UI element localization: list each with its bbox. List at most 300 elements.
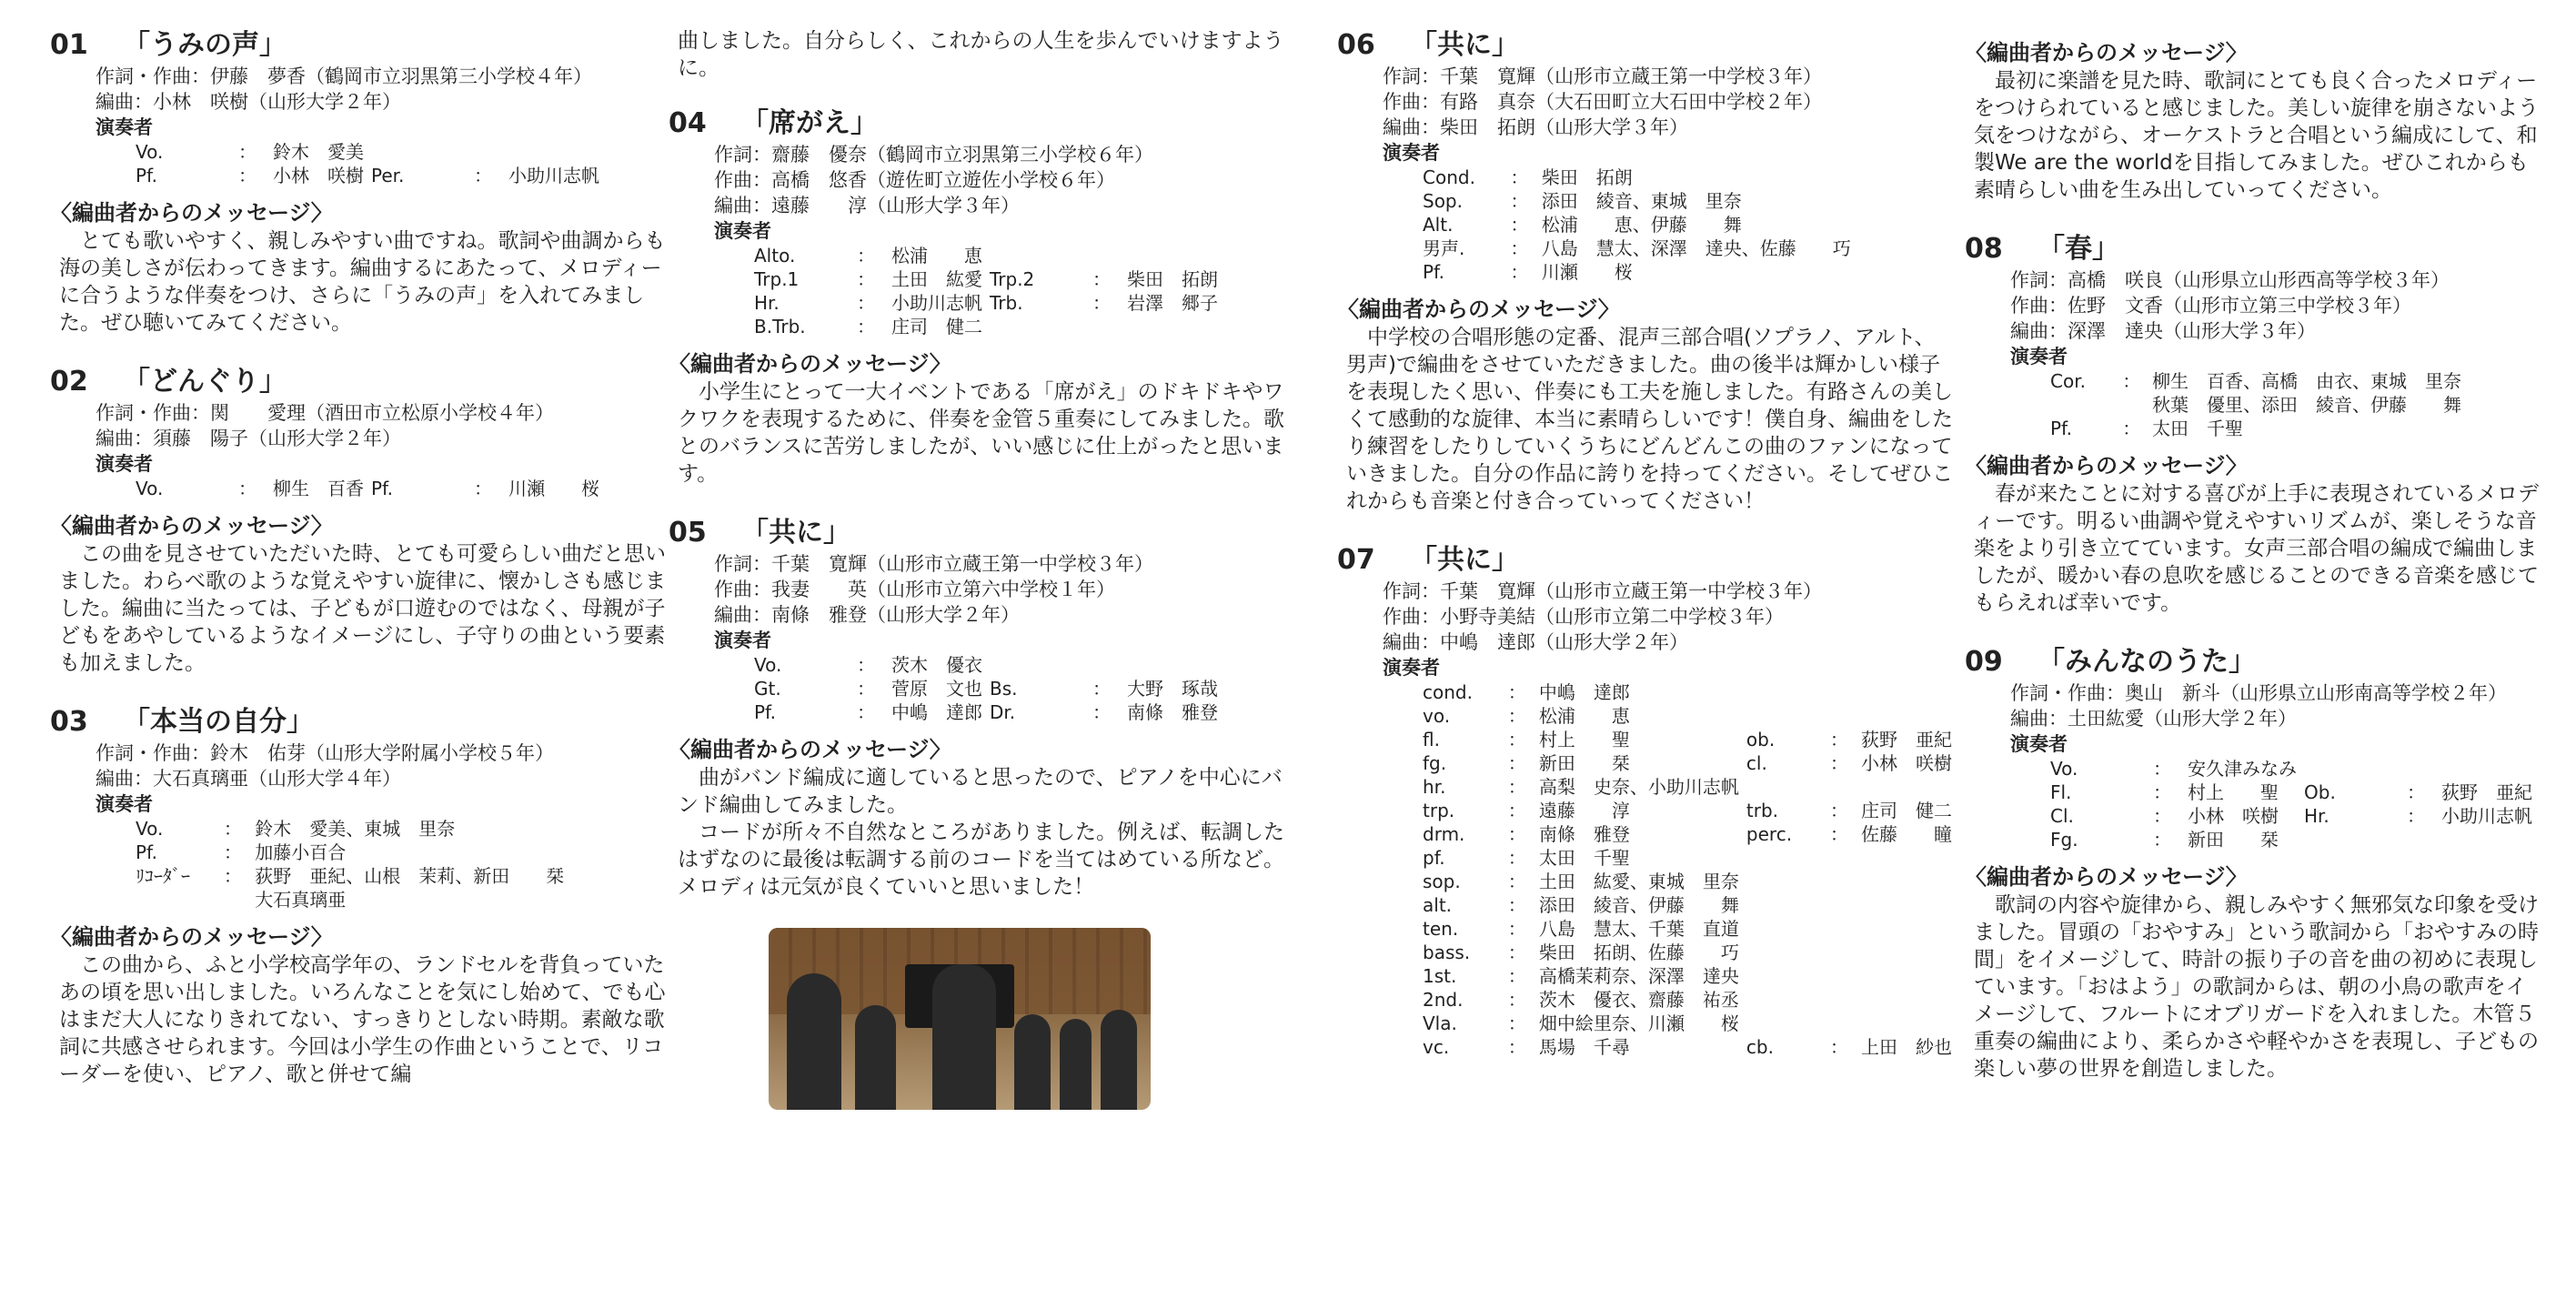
performer-cell: ：	[1092, 701, 1111, 723]
performer-cell: ：	[857, 654, 875, 676]
performer-cell: ﾘｺｰﾀﾞｰ	[136, 865, 190, 887]
performer-cell: ：	[857, 678, 875, 700]
performer-cell: 茨木 優衣、齋藤 祐丞	[1538, 989, 1739, 1011]
message-heading: 〈編曲者からのメッセージ〉	[50, 513, 333, 539]
song-04	[669, 106, 1287, 488]
song-title: 「共に」	[1410, 29, 1519, 61]
song-number: 09	[1965, 646, 2003, 678]
performer-cell	[1857, 846, 1956, 870]
performer-cell: Ob.	[2304, 781, 2336, 803]
performer-row	[2047, 780, 2536, 804]
performer-row	[1419, 917, 1956, 941]
performer-cell: 松浦 恵	[1538, 705, 1630, 727]
performer-cell: perc.	[1746, 823, 1793, 845]
performer-cell: fg.	[1423, 752, 1447, 774]
message-heading: 〈編曲者からのメッセージ〉	[1965, 40, 2248, 65]
song-07-message	[1965, 38, 2547, 204]
performer-cell	[1857, 870, 1956, 893]
song-heading	[1337, 542, 1956, 579]
message-text: コードが所々不自然なところがありました。例えば、転調したはずなのに最後は転調する前のコードを当てはめている所など。メロディは元気が良くていいと思いました！	[678, 821, 1284, 899]
credit-line: 作曲：佐野 文香（山形市立第三中学校３年）	[2010, 295, 2411, 317]
performer-cell: Vo.	[754, 654, 782, 676]
credit-line: 編曲：土田紘愛（山形大学２年）	[2010, 708, 2297, 730]
performer-cell: ：	[2153, 829, 2171, 851]
performer-cell: 庄司 健二	[891, 316, 982, 337]
performer-cell: ：	[1829, 800, 1848, 821]
performer-cell: 菅原 文也	[891, 678, 982, 700]
performer-cell	[1855, 260, 1917, 284]
performer-row	[1419, 846, 1956, 870]
message-heading: 〈編曲者からのメッセージ〉	[669, 351, 951, 377]
performers-table	[2047, 757, 2536, 851]
performers-heading: 演奏者	[2010, 733, 2068, 755]
performer-cell: Pf.	[136, 841, 158, 863]
credit-line: 編曲：深澤 達央（山形大学３年）	[2010, 320, 2316, 342]
performer-cell: ：	[223, 841, 242, 863]
song-07	[1337, 542, 1956, 1059]
credit-line: 作曲：高橋 悠香（遊佐町立遊佐小学校６年）	[714, 169, 1115, 191]
song-02	[50, 364, 669, 677]
performer-cell	[2465, 417, 2514, 440]
performer-cell: ：	[2122, 370, 2141, 392]
performer-cell	[1123, 244, 1222, 267]
performer-cell	[1080, 315, 1123, 338]
performer-cell	[1821, 893, 1857, 917]
performer-cell	[2394, 757, 2438, 780]
performers-heading: 演奏者	[96, 116, 153, 138]
performer-cell	[661, 817, 669, 841]
performer-cell	[1743, 775, 1821, 799]
performer-cell	[630, 864, 661, 888]
performer-cell	[568, 888, 630, 911]
performer-cell: 高橋茉莉奈、深澤 達央	[1538, 965, 1739, 987]
performer-cell: 八島 慧太、深澤 達央、佐藤 巧	[1541, 237, 1851, 259]
performer-cell	[1917, 213, 1948, 237]
performer-cell	[1743, 988, 1821, 1012]
performer-row	[132, 140, 603, 164]
performer-row	[132, 841, 669, 864]
performer-cell: ：	[223, 865, 242, 887]
performer-cell	[1821, 988, 1857, 1012]
performer-cell: ：	[1507, 894, 1526, 916]
song-01	[50, 27, 669, 337]
song-title: 「みんなのうた」	[2038, 646, 2256, 678]
performer-cell: ：	[1092, 678, 1111, 700]
performer-cell: Vo.	[136, 141, 164, 163]
song-heading	[669, 106, 1287, 142]
message-text: 曲がバンド編成に適していると思ったので、ピアノを中心にバンド編曲してみました。	[678, 766, 1283, 817]
performer-cell: 柴田 拓朗	[1541, 166, 1633, 188]
performer-cell	[1948, 189, 1956, 213]
performer-cell	[986, 653, 1080, 677]
performer-row	[2047, 757, 2536, 780]
performer-cell	[2438, 757, 2536, 780]
song-number: 03	[50, 706, 88, 738]
performer-cell: ：	[1507, 823, 1526, 845]
performers-table	[132, 140, 603, 187]
performer-cell	[214, 888, 251, 911]
song-title: 「どんぐり」	[123, 366, 287, 398]
performer-cell: 太田 千聖	[1538, 847, 1630, 869]
song-heading	[1965, 644, 2547, 680]
song-title: 「うみの声」	[123, 29, 287, 61]
performer-cell: 上田 紗也	[1861, 1036, 1952, 1058]
performer-row	[132, 164, 603, 187]
performer-cell: cond.	[1423, 681, 1473, 703]
performer-cell	[2300, 757, 2394, 780]
performer-cell: 柴田 拓朗、佐藤 巧	[1538, 942, 1739, 963]
performer-cell: ：	[1510, 166, 1529, 188]
performer-cell: ：	[1092, 268, 1111, 290]
performer-cell: pf.	[1423, 847, 1445, 869]
credit-line: 編曲：南條 雅登（山形大学２年）	[714, 604, 1020, 626]
performers-table	[750, 244, 1222, 338]
credit-line: 作詞・作曲：奥山 新斗（山形県立山形南高等学校２年）	[2010, 682, 2507, 704]
performer-cell: 佐藤 瞳	[1861, 823, 1952, 845]
performer-cell	[1743, 917, 1821, 941]
performer-cell	[1821, 846, 1857, 870]
song-03	[50, 704, 669, 1088]
performer-cell: 2nd.	[1423, 989, 1464, 1011]
performer-cell: ：	[1507, 847, 1526, 869]
performer-cell	[1917, 237, 1948, 260]
performer-row	[1419, 1035, 1956, 1059]
performer-row	[1419, 680, 1956, 704]
performer-row	[1419, 964, 1956, 988]
performer-cell: 男声.	[1423, 237, 1465, 259]
performer-cell: 安久津みなみ	[2188, 758, 2297, 780]
performer-row	[132, 817, 669, 841]
song-08	[1965, 231, 2547, 617]
message-heading: 〈編曲者からのメッセージ〉	[669, 737, 951, 762]
performer-cell	[1123, 315, 1222, 338]
performer-cell: 遠藤 淳	[1538, 800, 1630, 821]
performer-cell: 荻野 亜紀	[1861, 729, 1952, 750]
performers-table	[750, 653, 1222, 724]
song-number: 07	[1337, 544, 1375, 576]
performer-cell: Pf.	[1423, 261, 1445, 283]
performer-cell	[1743, 704, 1821, 728]
performer-row	[2047, 393, 2547, 417]
performer-cell: 村上 聖	[1538, 729, 1630, 750]
performer-cell	[986, 315, 1080, 338]
credit-line: 作曲：小野寺美結（山形市立第二中学校３年）	[1383, 606, 1784, 628]
performer-cell: ：	[1507, 1036, 1526, 1058]
performer-cell: 小助川志帆	[891, 292, 982, 314]
performer-cell	[2540, 393, 2547, 417]
performer-cell: 小助川志帆	[508, 165, 599, 186]
performers-heading: 演奏者	[96, 453, 153, 475]
performer-cell: 柳生 百香	[273, 478, 364, 499]
credit-line: 作詞・作曲：鈴木 佑芽（山形大学附属小学校５年）	[96, 742, 554, 764]
credit-line: 編曲：遠藤 淳（山形大学３年）	[714, 195, 1020, 217]
performer-cell: trp.	[1423, 800, 1455, 821]
performer-cell: ob.	[1746, 729, 1776, 750]
performer-cell	[1821, 704, 1857, 728]
performer-row	[750, 700, 1222, 724]
song-heading	[1337, 27, 1956, 64]
performer-row	[132, 888, 669, 911]
performer-cell	[568, 817, 630, 841]
performer-row	[1419, 1012, 1956, 1035]
performer-cell	[568, 864, 630, 888]
performer-cell: alt.	[1423, 894, 1453, 916]
performer-cell: sop.	[1423, 871, 1461, 892]
credit-line: 作詞：千葉 寛輝（山形市立蔵王第一中学校３年）	[1383, 580, 1822, 602]
song-number: 05	[669, 517, 707, 549]
performer-cell: ：	[1507, 918, 1526, 940]
credit-line: 編曲：大石真璃亜（山形大学４年）	[96, 768, 401, 790]
performer-cell: 村上 聖	[2188, 781, 2279, 803]
performer-row	[1419, 941, 1956, 964]
performer-cell: Sop.	[1423, 190, 1463, 212]
performer-cell: ：	[1507, 871, 1526, 892]
performer-cell: trb.	[1746, 800, 1779, 821]
performer-cell: ：	[1829, 1036, 1848, 1058]
performer-cell: 八島 慧太、千葉 直道	[1538, 918, 1739, 940]
message-heading: 〈編曲者からのメッセージ〉	[1337, 297, 1620, 322]
performer-cell: 大石真璃亜	[255, 889, 347, 911]
song-number: 02	[50, 366, 88, 398]
performer-row	[1419, 728, 1956, 751]
performer-cell: 加藤小百合	[255, 841, 347, 863]
performer-cell: Vla.	[1423, 1012, 1457, 1034]
credit-line: 編曲：中嶋 達郎（山形大学２年）	[1383, 631, 1688, 653]
performer-cell: ：	[238, 478, 257, 499]
performer-cell	[1855, 189, 1917, 213]
performer-cell	[2514, 393, 2540, 417]
song-heading	[669, 515, 1287, 551]
performer-cell: ：	[1507, 729, 1526, 750]
performer-row	[1419, 704, 1956, 728]
performer-cell: 畑中絵里奈、川瀬 桜	[1538, 1012, 1739, 1034]
performer-cell: Pf.	[136, 165, 158, 186]
performer-row	[132, 477, 603, 500]
performer-cell	[1948, 213, 1956, 237]
performer-cell: Hr.	[2304, 805, 2329, 827]
performer-cell: 南條 雅登	[1538, 823, 1630, 845]
performer-row	[1419, 822, 1956, 846]
performer-cell	[505, 140, 603, 164]
performer-cell	[661, 841, 669, 864]
performer-cell: ：	[238, 165, 257, 186]
performer-cell: ：	[1507, 681, 1526, 703]
performer-cell: ：	[857, 701, 875, 723]
message-text: この曲を見させていただいた時、とても可愛らしい曲だと思いました。わらべ歌のような覚えやすい旋律に、懐かしさも感じました。編曲に当たっては、子どもが口遊むのではなく、母親が子どもをあやしているようなイメージにし、子守りの曲という要素も加えました。	[59, 542, 666, 675]
performer-cell: 庄司 健二	[1861, 800, 1952, 821]
performer-cell: 小林 咲樹	[273, 165, 364, 186]
performer-cell	[1743, 680, 1821, 704]
performer-cell: B.Trb.	[754, 316, 806, 337]
performer-row	[1419, 870, 1956, 893]
performer-cell: ：	[1829, 823, 1848, 845]
performer-row	[750, 677, 1222, 700]
performer-row	[1419, 237, 1956, 260]
performer-cell	[132, 888, 214, 911]
performer-cell: 大野 琢哉	[1127, 678, 1218, 700]
performer-row	[1419, 799, 1956, 822]
performer-cell: 新田 栞	[1538, 752, 1630, 774]
performer-row	[1419, 213, 1956, 237]
performer-cell	[2465, 369, 2514, 393]
performers-table	[132, 817, 669, 911]
performer-row	[1419, 775, 1956, 799]
message-heading: 〈編曲者からのメッセージ〉	[50, 200, 333, 226]
performers-heading: 演奏者	[2010, 346, 2068, 368]
song-heading	[50, 364, 669, 400]
performer-cell: 川瀬 桜	[508, 478, 599, 499]
performer-cell: 秋葉 優里、添田 綾音、伊藤 舞	[2152, 394, 2462, 416]
performer-cell: Dr.	[990, 701, 1016, 723]
performer-row	[750, 291, 1222, 315]
performer-cell	[1857, 775, 1956, 799]
performer-cell: ：	[1507, 942, 1526, 963]
performer-cell: Alto.	[754, 245, 796, 267]
performer-cell: 川瀬 桜	[1541, 261, 1633, 283]
performer-cell: ：	[1507, 965, 1526, 987]
performer-cell: ：	[1510, 237, 1529, 259]
performer-cell: 1st.	[1423, 965, 1457, 987]
performer-cell	[661, 864, 669, 888]
message-heading: 〈編曲者からのメッセージ〉	[1965, 453, 2248, 478]
performer-cell: ：	[474, 478, 492, 499]
performer-cell	[1821, 964, 1857, 988]
performer-cell	[367, 140, 461, 164]
performer-cell	[1855, 237, 1917, 260]
performer-cell: ：	[857, 292, 875, 314]
performer-cell: Fg.	[2050, 829, 2078, 851]
song-09	[1965, 644, 2547, 1083]
performer-cell	[2540, 369, 2547, 393]
message-text: この曲から、ふと小学校高学年の、ランドセルを背負っていたあの頃を思い出しました。いろんなことを気にし始めて、でも心はまだ大人になりきれてない、すっきりとしない時期。素敵な歌詞に共感させられます。今回は小学生の作曲ということで、リコーダーを使い、ピアノ、歌と併せて編	[59, 953, 666, 1086]
performer-cell	[661, 888, 669, 911]
performer-cell: Pf.	[2050, 418, 2073, 439]
performer-cell: 小林 咲樹	[2188, 805, 2279, 827]
performer-cell: ：	[1510, 214, 1529, 236]
performer-cell: ：	[857, 268, 875, 290]
performer-cell: Hr.	[754, 292, 780, 314]
performer-row	[2047, 369, 2547, 393]
performers-heading: 演奏者	[96, 793, 153, 815]
performer-cell	[2540, 417, 2547, 440]
performers-table	[1419, 166, 1956, 284]
song-number: 08	[1965, 233, 2003, 265]
performer-cell	[1857, 917, 1956, 941]
performer-cell: ：	[1829, 729, 1848, 750]
performer-cell	[630, 817, 661, 841]
performer-cell: Cond.	[1423, 166, 1475, 188]
performer-cell: 鈴木 愛美	[273, 141, 364, 163]
performer-cell: ten.	[1423, 918, 1459, 940]
performer-cell: Cor.	[2050, 370, 2086, 392]
song-05	[669, 515, 1287, 901]
performer-row	[2047, 417, 2547, 440]
performer-cell: fl.	[1423, 729, 1440, 750]
performer-cell: Vo.	[2050, 758, 2078, 780]
performers-heading: 演奏者	[714, 629, 771, 651]
performer-cell	[2514, 417, 2540, 440]
performer-row	[750, 267, 1222, 291]
performer-cell	[1857, 704, 1956, 728]
performer-cell	[1917, 189, 1948, 213]
performer-cell	[1855, 166, 1917, 189]
performer-cell: ：	[2407, 805, 2425, 827]
song-number: 06	[1337, 29, 1375, 61]
performer-cell: 太田 千聖	[2152, 418, 2244, 439]
performer-cell	[1080, 653, 1123, 677]
performer-cell: 鈴木 愛美、東城 里奈	[255, 818, 456, 840]
message-text: 中学校の合唱形態の定番、混声三部合唱(ソプラノ、アルト、男声)で編曲をさせていただきました。曲の後半は輝かしい様子を表現したく思い、伴奏にも工夫を施しました。有路さんの美しくて感動的な旋律、本当に素晴らしいです！僕自身、編曲をしたり練習をしたりしていくうちにどんどんこの曲のファンになっていきました。自分の作品に誇りを持ってください。そしてぜひこれからも音楽と付き合っていってください！	[1346, 326, 1953, 513]
performer-row	[132, 864, 669, 888]
performer-row	[2047, 828, 2536, 851]
credit-line: 作詞：千葉 寛輝（山形市立蔵王第一中学校３年）	[1383, 65, 1822, 87]
performer-cell: Trp.2	[990, 268, 1035, 290]
performer-row	[1419, 260, 1956, 284]
performer-cell	[1743, 1012, 1821, 1035]
performer-cell: ：	[2122, 418, 2141, 439]
performer-cell: Cl.	[2050, 805, 2074, 827]
column-4	[1965, 27, 2547, 1110]
performer-cell	[1080, 244, 1123, 267]
performer-cell: ：	[2153, 758, 2171, 780]
performer-cell	[1948, 166, 1956, 189]
performer-cell: ：	[1507, 752, 1526, 774]
performer-cell: 添田 綾音、伊藤 舞	[1538, 894, 1739, 916]
credit-line: 作詞・作曲：伊藤 夢香（鶴岡市立羽黒第三小学校４年）	[96, 65, 592, 87]
performer-cell: 土田 紘愛、東城 里奈	[1538, 871, 1739, 892]
performer-cell: Pf.	[371, 478, 394, 499]
performer-cell: 荻野 亜紀、山根 茉莉、新田 栞	[255, 865, 565, 887]
performer-cell	[568, 841, 630, 864]
performer-cell: ：	[1507, 705, 1526, 727]
credit-line: 作詞：千葉 寛輝（山形市立蔵王第一中学校３年）	[714, 553, 1153, 575]
performer-cell: Trb.	[990, 292, 1023, 314]
performer-cell: ：	[474, 165, 492, 186]
performer-cell: Bs.	[990, 678, 1018, 700]
performer-cell: hr.	[1423, 776, 1446, 798]
performer-cell	[1743, 941, 1821, 964]
performers-table	[1419, 680, 1956, 1059]
performer-cell: 岩澤 郷子	[1127, 292, 1218, 314]
performer-cell	[1821, 870, 1857, 893]
credit-line: 作詞：齋藤 優奈（鶴岡市立羽黒第三小学校６年）	[714, 144, 1153, 166]
performers-heading: 演奏者	[714, 220, 771, 242]
performer-row	[1419, 166, 1956, 189]
performer-cell: ：	[1829, 752, 1848, 774]
message-text: 小学生にとって一大イベントである「席がえ」のドキドキやワクワクを表現するために、伴奏を金管５重奏にしてみました。歌とのバランスに苦労しましたが、いい感じに仕上がったと思います。	[678, 380, 1284, 486]
performers-table	[2047, 369, 2547, 440]
performer-cell	[1821, 941, 1857, 964]
song-title: 「共に」	[741, 517, 850, 549]
performer-cell: ：	[1507, 1012, 1526, 1034]
performer-cell: ：	[857, 245, 875, 267]
song-heading	[50, 27, 669, 64]
performer-cell: Vo.	[136, 478, 164, 499]
performer-cell: 新田 栞	[2188, 829, 2279, 851]
performer-cell: Per.	[371, 165, 405, 186]
song-number: 01	[50, 29, 88, 61]
performer-cell: cl.	[1746, 752, 1767, 774]
performer-cell: 馬場 千尋	[1538, 1036, 1630, 1058]
performer-cell	[2514, 369, 2540, 393]
performer-row	[1419, 751, 1956, 775]
performer-cell: 高梨 史奈、小助川志帆	[1538, 776, 1739, 798]
performer-cell	[986, 244, 1080, 267]
performer-cell: 添田 綾音、東城 里奈	[1541, 190, 1742, 212]
message-heading: 〈編曲者からのメッセージ〉	[50, 924, 333, 950]
performer-cell: 松浦 恵	[891, 245, 982, 267]
performer-cell: ：	[2153, 805, 2171, 827]
